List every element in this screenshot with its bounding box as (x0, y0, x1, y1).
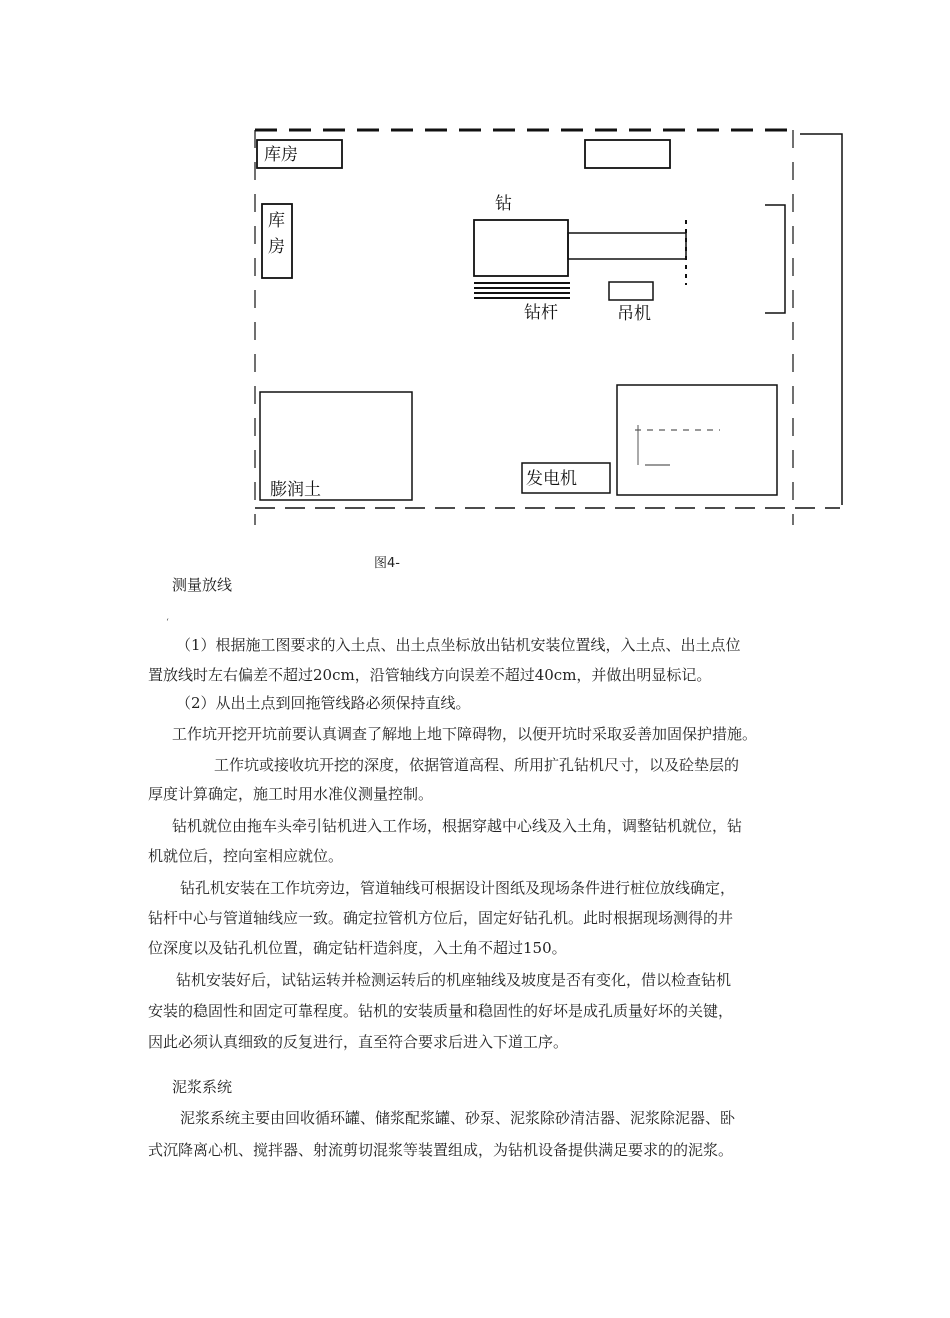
survey-heading: 测量放线 (172, 576, 233, 594)
control-room-box (617, 385, 777, 495)
generator-label: 发电机 (526, 469, 577, 489)
stray-mark: ‘ (166, 618, 169, 628)
test-paragraph-line-3: 因此必须认真细致的反复进行，直至符合要求后进入下道工序。 (148, 1033, 569, 1051)
bentonite-label: 膨润土 (270, 480, 321, 500)
install-paragraph-line-2: 钻杆中心与管道轴线应一致。确定拉管机方位后，固定好钻孔机。此时根据现场测得的井 (148, 909, 734, 927)
pit-paragraph-2-line-2: 厚度计算确定，施工时用水准仪测量控制。 (148, 785, 434, 803)
outer-boundary-line (800, 134, 842, 505)
site-layout-diagram (240, 120, 850, 540)
figure-caption: 图4- (374, 556, 400, 571)
position-paragraph-line-2: 机就位后，控向室相应就位。 (148, 847, 344, 865)
top-right-box (585, 140, 670, 168)
test-paragraph-line-2: 安装的稳固性和固定可靠程度。钻机的安装质量和稳固性的好坏是成孔质量好坏的关键， (148, 1002, 734, 1020)
drill-rig-box (474, 220, 568, 276)
drill-label: 钻 (495, 194, 512, 214)
drill-rod-label: 钻杆 (524, 303, 558, 323)
right-bracket (765, 205, 785, 313)
test-paragraph-line-1: 钻机安装好后，试钻运转并检测运转后的机座轴线及坡度是否有变化，借以检查钻机 (176, 971, 732, 989)
survey-paragraph-1-line-2: 置放线时左右偏差不超过20cm，沿管轴线方向误差不超过40cm，并做出明显标记。 (148, 666, 712, 684)
pit-paragraph-1: 工作坑开挖开坑前要认真调查了解地上地下障碍物，以便开坑时采取妥善加固保护措施。 (172, 725, 758, 743)
warehouse-top-label: 库房 (264, 145, 298, 165)
install-paragraph-line-1: 钻孔机安装在工作坑旁边，管道轴线可根据设计图纸及现场条件进行桩位放线确定， (180, 879, 736, 897)
drill-arm-box (568, 233, 686, 259)
install-paragraph-line-3: 位深度以及钻孔机位置，确定钻杆造斜度，入土角不超过150。 (148, 939, 567, 957)
survey-paragraph-2: （2）从出土点到回拖管线路必须保持直线。 (176, 694, 471, 712)
mud-paragraph-line-2: 式沉降离心机、搅拌器、射流剪切混浆等装置组成，为钻机设备提供满足要求的的泥浆。 (148, 1141, 734, 1159)
mud-paragraph-line-1: 泥浆系统主要由回收循环罐、储浆配浆罐、砂泵、泥浆除砂清洁器、泥浆除泥器、卧 (180, 1109, 736, 1127)
crane-label: 吊机 (617, 304, 651, 324)
warehouse-side-label: 库房 (268, 211, 285, 257)
mud-heading: 泥浆系统 (172, 1078, 233, 1096)
crane-box (609, 282, 653, 300)
survey-paragraph-1-line-1: （1）根据施工图要求的入土点、出土点坐标放出钻机安装位置线，入土点、出土点位 (176, 636, 741, 654)
position-paragraph-line-1: 钻机就位由拖车头牵引钻机进入工作场，根据穿越中心线及入土角，调整钻机就位，钻 (172, 817, 743, 835)
pit-paragraph-2-line-1: 工作坑或接收坑开挖的深度，依据管道高程、所用扩孔钻机尺寸，以及砼垫层的 (214, 756, 740, 774)
